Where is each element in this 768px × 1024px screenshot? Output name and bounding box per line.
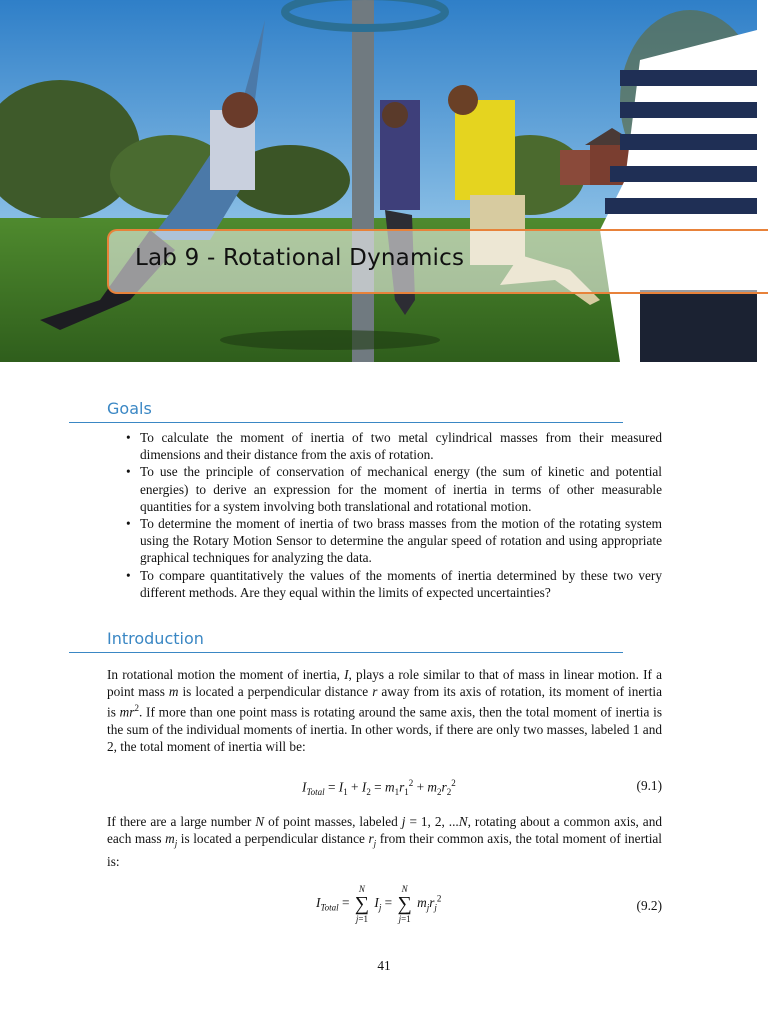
goal-item: • To determine the moment of inertia of two brass masses from the motion of the rotating system using the Rotary Motion Sensor to determine the angular speed of rotation and using appropriate graphical techniques for analyzing the data.: [126, 516, 662, 566]
equation-9-2-number: (9.2): [636, 898, 662, 913]
goals-rule: [69, 422, 623, 423]
playground-photo-illustration: [0, 0, 757, 362]
bullet-icon: •: [126, 516, 131, 532]
bullet-icon: •: [126, 464, 131, 480]
equation-9-1-number: (9.1): [636, 778, 662, 793]
bullet-icon: •: [126, 430, 131, 445]
page-number: 41: [377, 958, 391, 973]
goal-item: • To calculate the moment of inertia of two metal cylindrical masses from their measured dimensions and their distance from the axis of rotation.: [126, 430, 662, 463]
goals-list: [126, 429, 662, 601]
equation-9-2-body: $I_{Total}$ = N ∑ j=1 $I_j$ = N ∑ j=1 $m_jr_j^2$: [316, 884, 442, 924]
goal-item: • To use the principle of conservation of mechanical energy (the sum of kinetic and potential energies) to derive an expression for the moment of inertia in terms of other measurable quantities for a system involving both translational and rotational motion.: [126, 464, 662, 514]
page-title: Lab 9 - Rotational Dynamics: [135, 245, 465, 271]
hero-photo: [0, 0, 757, 362]
sum-symbol: N ∑ j=1: [397, 884, 412, 924]
goal-item: • To compare quantitatively the values of the moments of inertia determined by these two very different methods. Are they equal within the limits of expected uncertainties?: [126, 567, 662, 600]
intro-paragraph-1: In rotational motion the moment of inertia, I, plays a role similar to that of mass in linear motion. If a point mass m is located a perpendicular distance r away from its axis of rotation, its moment of inertia is $mr^2$. If more than one point mass is rotating around the same axis, then the total moment of inertia is the sum of the individual moments of inertia. In other words, if there are only two masses, labeled 1 and 2, the total moment of inertia will be:: [107, 667, 662, 755]
intro-paragraph-2: If there are a large number N of point masses, labeled j = 1, 2, ...N, rotating about a common axis, and each mass $m_j$ is located a perpendicular distance $r_j$ from their common axis, the total moment of inertial is:: [107, 814, 662, 870]
intro-rule: [69, 652, 623, 653]
goals-heading: Goals: [107, 399, 152, 418]
equation-9-1-body: $I_{Total} = I_1 + I_2 = m_1r_1^2 + m_2r_2^2$: [302, 778, 456, 798]
sum-symbol: N ∑ j=1: [354, 884, 370, 924]
title-banner: [107, 229, 768, 294]
intro-heading: Introduction: [107, 629, 204, 648]
bullet-icon: •: [126, 567, 131, 583]
